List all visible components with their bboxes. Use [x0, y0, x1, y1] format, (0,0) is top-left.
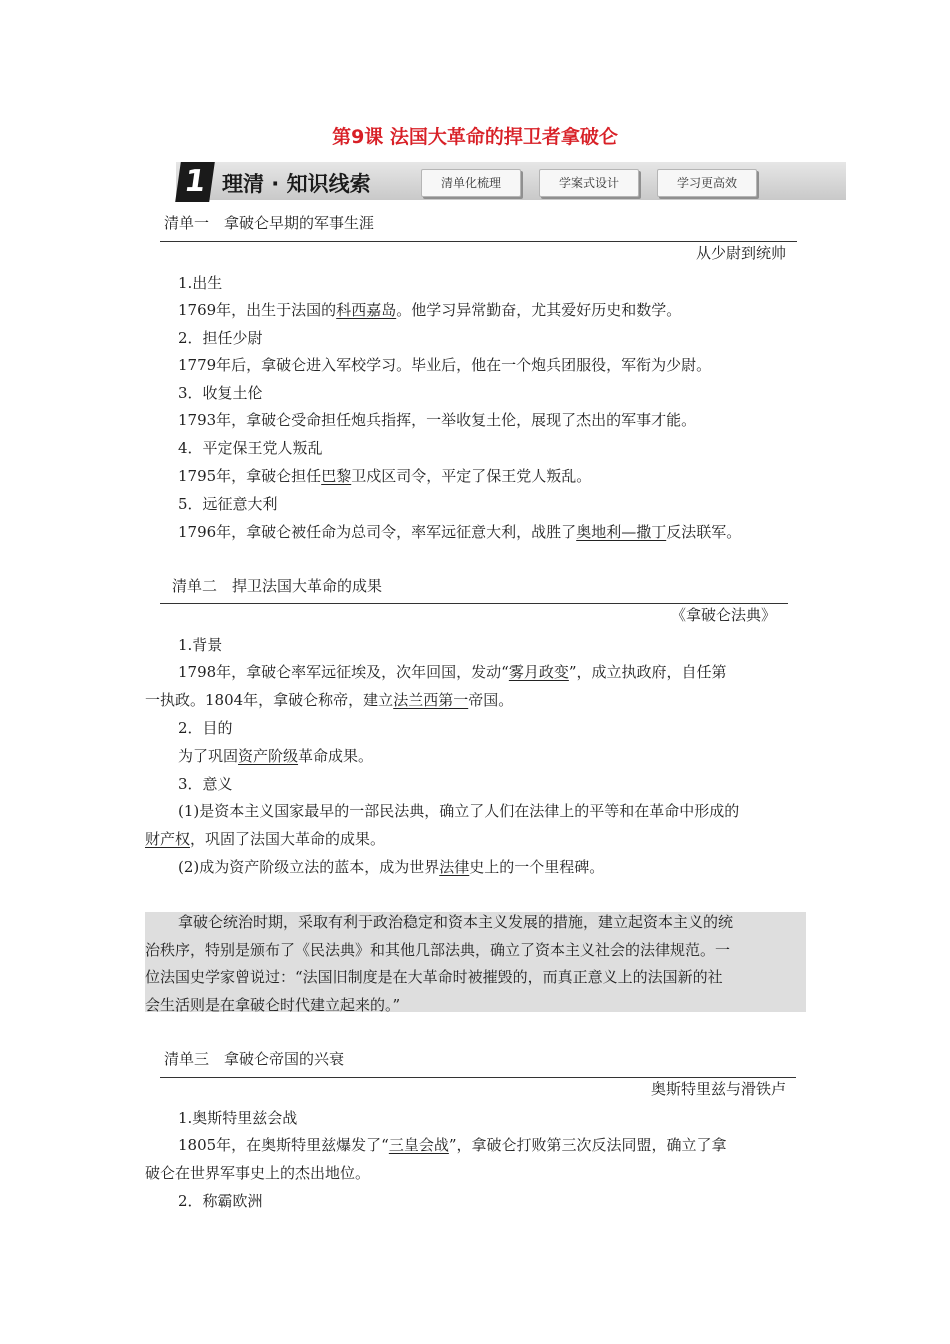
- tag-design: 学案式设计: [539, 169, 639, 197]
- item-text: 1779年后，拿破仑进入军校学习。毕业后，他在一个炮兵团服役，军衔为少尉。: [178, 356, 712, 374]
- item-heading: 2．目的: [178, 719, 233, 737]
- list3-header: 清单三 拿破仑帝国的兴衰: [164, 1050, 345, 1068]
- item-text: 1793年，拿破仑受命担任炮兵指挥，一举收复土伦，展现了杰出的军事才能。: [178, 411, 697, 429]
- note-line: 位法国史学家曾说过：“法国旧制度是在大革命时被摧毁的，而真正意义上的法国新的社: [145, 968, 723, 986]
- item-heading: 4．平定保王党人叛乱: [178, 439, 323, 457]
- item-text: 1796年，拿破仑被任命为总司令，率军远征意大利，战胜了奥地利—撒丁反法联军。: [178, 523, 742, 541]
- list2-subtitle: 《拿破仑法典》: [670, 606, 776, 624]
- item-heading: 1.背景: [178, 636, 223, 654]
- item-text-continued: 财产权，巩固了法国大革命的成果。: [145, 830, 386, 848]
- item-heading: 2．称霸欧洲: [178, 1192, 263, 1210]
- section-number-badge: 1: [175, 162, 215, 202]
- note-line: 治秩序，特别是颁布了《民法典》和其他几部法典，确立了资本主义社会的法律规范。一: [145, 941, 731, 959]
- item-text: 1795年，拿破仑担任巴黎卫戍区司令，平定了保王党人叛乱。: [178, 467, 592, 485]
- tag-checklist: 清单化梳理: [421, 169, 521, 197]
- tag-efficient: 学习更高效: [657, 169, 757, 197]
- list1-header: 清单一 拿破仑早期的军事生涯: [164, 214, 375, 232]
- list3-subtitle: 奥斯特里兹与滑铁卢: [650, 1080, 786, 1098]
- note-line: 拿破仑统治时期，采取有利于政治稳定和资本主义发展的措施，建立起资本主义的统: [178, 913, 734, 931]
- item-heading: 1.出生: [178, 274, 223, 292]
- item-text-continued: 破仑在世界军事史上的杰出地位。: [145, 1164, 371, 1182]
- item-heading: 2．担任少尉: [178, 329, 263, 347]
- banner-heading: 理清 · 知识线索: [222, 172, 371, 196]
- page-title: 第9课 法国大革命的捍卫者拿破仑: [332, 126, 618, 148]
- item-text: 为了巩固资产阶级革命成果。: [178, 747, 374, 765]
- item-text: 1805年，在奥斯特里兹爆发了“三皇会战”，拿破仑打败第三次反法同盟，确立了拿: [178, 1136, 727, 1154]
- item-text: (1)是资本主义国家最早的一部民法典，确立了人们在法律上的平等和在革命中形成的: [178, 802, 740, 820]
- item-heading: 1.奥斯特里兹会战: [178, 1109, 298, 1127]
- list1-subtitle: 从少尉到统帅: [695, 244, 786, 262]
- item-heading: 3．收复土伦: [178, 384, 263, 402]
- item-text-continued: 一执政。1804年，拿破仑称帝，建立法兰西第一帝国。: [145, 691, 514, 709]
- item-heading: 3．意义: [178, 775, 233, 793]
- item-heading: 5．远征意大利: [178, 495, 278, 513]
- note-line: 会生活则是在拿破仑时代建立起来的。”: [145, 996, 401, 1014]
- item-text: 1769年，出生于法国的科西嘉岛。他学习异常勤奋，尤其爱好历史和数学。: [178, 301, 682, 319]
- item-text: (2)成为资产阶级立法的蓝本，成为世界法律史上的一个里程碑。: [178, 858, 605, 876]
- item-text: 1798年，拿破仑率军远征埃及，次年回国，发动“雾月政变”，成立执政府，自任第: [178, 663, 727, 681]
- list2-header: 清单二 捍卫法国大革命的成果: [172, 577, 383, 595]
